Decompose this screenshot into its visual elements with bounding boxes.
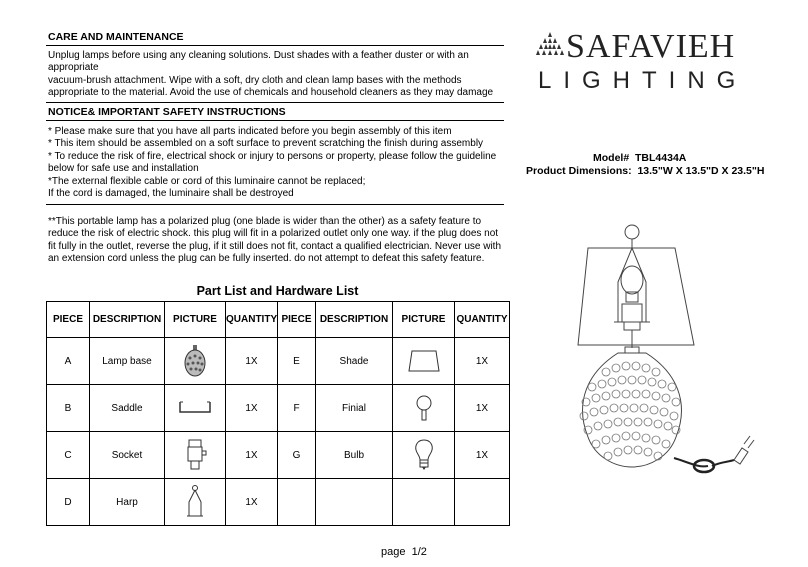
description-cell: Saddle [90, 385, 165, 432]
care-line: appropriate [48, 62, 99, 74]
quantity-cell: 1X [226, 432, 278, 479]
picture-cell [393, 338, 455, 385]
plug-line: fit fully in the outlet, reverse the plug, if it still does not fit, contact a qualified electrician. Never use with [48, 240, 502, 252]
care-bottom-rule [46, 102, 504, 103]
safety-line: * This item should be assembled on a soft surface to prevent scratching the finish during assembly [48, 138, 484, 150]
care-title-rule [46, 45, 504, 46]
description-cell: Harp [90, 479, 165, 526]
col-header: DESCRIPTION [90, 302, 165, 338]
quantity-cell: 1X [455, 338, 510, 385]
quantity-cell: 1X [455, 432, 510, 479]
safety-line: * To reduce the risk of fire, electrical shock or injury to persons or property, please follow the guideline [48, 150, 497, 162]
model-label: Model# [593, 152, 630, 164]
page-number: page 1/2 [381, 546, 427, 558]
quantity-cell: 1X [226, 385, 278, 432]
parts-table [46, 301, 510, 526]
dims-line [526, 165, 764, 177]
dims-value: 13.5"W X 13.5"D X 23.5"H [637, 165, 765, 177]
care-title: CARE AND MAINTENANCE [48, 31, 184, 43]
table-row [47, 385, 510, 432]
safety-title: NOTICE& IMPORTANT SAFETY INSTRUCTIONS [48, 106, 286, 118]
quantity-cell: 1X [455, 385, 510, 432]
description-cell: Socket [90, 432, 165, 479]
safety-list [48, 126, 496, 200]
piece-cell: B [47, 385, 90, 432]
care-line: appropriate to the material. Avoid the use of chemicals and household cleaners as they may damage [48, 87, 494, 99]
picture-cell [165, 479, 226, 526]
safety-bottom-rule [46, 204, 504, 205]
safety-line: below for safe use and installation [48, 163, 199, 175]
description-cell [316, 479, 393, 526]
col-header: QUANTITY [455, 302, 510, 338]
shade-icon [407, 349, 441, 373]
quantity-cell: 1X [226, 338, 278, 385]
dims-label: Product Dimensions: [526, 165, 632, 177]
safety-line: If the cord is damaged, the luminaire shall be destroyed [48, 188, 294, 200]
piece-cell [278, 479, 316, 526]
brand-sub: LIGHTING [538, 67, 748, 94]
col-header: QUANTITY [226, 302, 278, 338]
finial-icon [415, 393, 433, 423]
piece-cell: F [278, 385, 316, 432]
safety-line: * Please make sure that you have all parts indicated before you begin assembly of this item [48, 126, 452, 137]
plug-warning [48, 216, 501, 266]
care-line: Unplug lamps before using any cleaning solutions. Dust shades with a feather duster or with an [48, 50, 469, 61]
picture-cell [165, 338, 226, 385]
picture-cell [165, 432, 226, 479]
brand-name: SAFAVIEH [566, 28, 736, 65]
table-row [47, 432, 510, 479]
lamp-base-icon [183, 344, 207, 378]
piece-cell: C [47, 432, 90, 479]
piece-cell: E [278, 338, 316, 385]
plug-line: **This portable lamp has a polarized plug (one blade is wider than the other) as a safety feature to [48, 216, 482, 227]
model-line [593, 152, 686, 164]
description-cell: Shade [316, 338, 393, 385]
safety-title-rule [46, 120, 504, 121]
socket-icon [183, 438, 207, 472]
col-header: PICTURE [393, 302, 455, 338]
care-line: vacuum-brush attachment. Wipe with a soft, dry cloth and clean lamp bases with the methods [48, 74, 462, 86]
col-header: PIECE [47, 302, 90, 338]
quantity-cell: 1X [226, 479, 278, 526]
piece-cell: G [278, 432, 316, 479]
picture-cell [393, 385, 455, 432]
bulb-icon [413, 438, 435, 472]
description-cell: Finial [316, 385, 393, 432]
lamp-illustration [570, 222, 770, 492]
plug-line: reduce the risk of electric shock. this plug will fit in a polarized outlet only one way. if the plug does not [48, 228, 499, 240]
plug-line: an extension cord unless the plug can be fully inserted. do not attempt to defeat this safety feature. [48, 253, 485, 265]
table-row [47, 338, 510, 385]
model-number: TBL4434A [635, 152, 687, 164]
table-header-row [47, 302, 510, 338]
col-header: DESCRIPTION [316, 302, 393, 338]
picture-cell [393, 479, 455, 526]
piece-cell: D [47, 479, 90, 526]
description-cell: Bulb [316, 432, 393, 479]
parts-title: Part List and Hardware List [196, 284, 359, 298]
piece-cell: A [47, 338, 90, 385]
col-header: PIECE [278, 302, 316, 338]
description-cell: Lamp base [90, 338, 165, 385]
picture-cell [393, 432, 455, 479]
table-row [47, 479, 510, 526]
quantity-cell [455, 479, 510, 526]
care-paragraph [48, 50, 493, 100]
saddle-icon [177, 399, 213, 417]
picture-cell [165, 385, 226, 432]
harp-icon [185, 484, 205, 520]
col-header: PICTURE [165, 302, 226, 338]
safety-line: *The external flexible cable or cord of this luminaire cannot be replaced; [48, 175, 366, 187]
chandelier-logo-icon [536, 32, 564, 62]
